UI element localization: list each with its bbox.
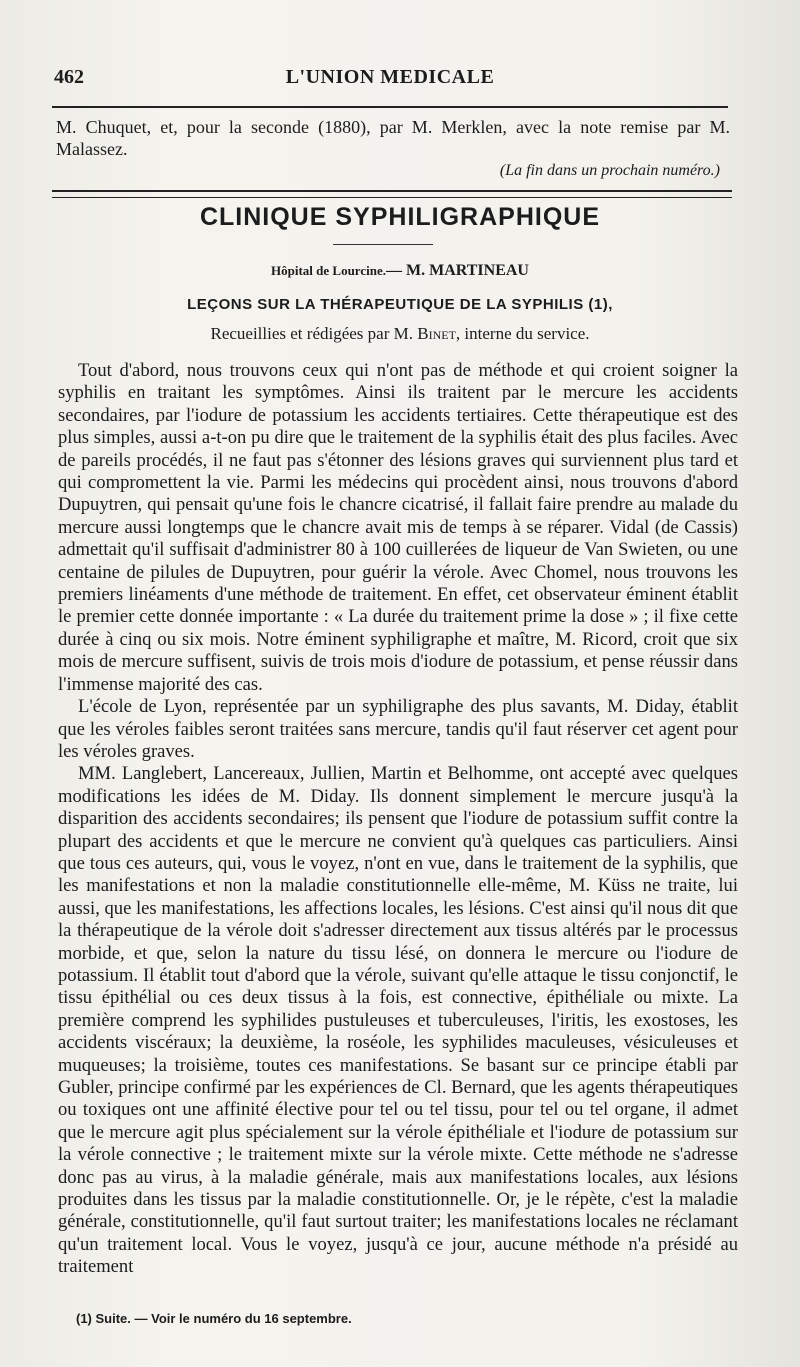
collector-name: Binet xyxy=(417,324,456,343)
lessons-title: LEÇONS SUR LA THÉRAPEUTIQUE DE LA SYPHILIS (1), xyxy=(187,296,613,313)
collected-suffix: , interne du service. xyxy=(455,324,590,343)
header-rule xyxy=(52,106,728,108)
footnote: (1) Suite. — Voir le numéro du 16 septembre. xyxy=(76,1311,352,1326)
collected-by-line xyxy=(0,324,800,344)
hospital-line xyxy=(0,262,800,280)
page-number: 462 xyxy=(54,66,84,88)
article-body xyxy=(58,360,738,1279)
journal-title: L'UNION MEDICALE xyxy=(285,66,495,88)
paragraph: Tout d'abord, nous trouvons ceux qui n'ont pas de méthode et qui croient soigner la syphilis en traitant les symptômes. Ainsi ils traitent par le mercure les accidents secondaires, par l'iodure de potassium les accidents tertiaires. Cette thérapeutique est des plus simples, aussi a-t-on pu dire que le traitement de la syphilis était des plus faciles. Avec de pareils procédés, il ne faut pas s'étonner des lésions graves qui surviennent plus tard et qui compromettent la vie. Parmi les médecins qui procèdent ainsi, nous trouvons d'abord Dupuytren, qui pensait qu'une fois le chancre cicatrisé, il fallait faire prendre au malade du mercure aussi longtemps que le chancre avait mis de temps à se réparer. Vidal (de Cassis) admettait qu'il suffisait d'administrer 80 à 100 cuillerées de liqueur de Van Swieten, ou une centaine de pilules de Dupuytren, pour guérir la vérole. Avec Chomel, nous trouvons les premiers linéaments d'une méthode de traitement. En effet, cet observateur éminent établit le premier cette donnée importante : « La durée du traitement prime la dose » ; il fixe cette durée à cinq ou six mois. Notre éminent syphiligraphe et maître, M. Ricord, croit que six mois de mercure suffisent, suivis de trois mois d'iodure de potassium, et pense réussir dans l'immense majorité des cas. xyxy=(58,360,738,695)
page-header xyxy=(52,66,728,96)
section-divider xyxy=(52,190,732,198)
previous-article-paragraph: M. Chuquet, et, pour la seconde (1880), par M. Merklen, avec la note remise par M. Malassez. xyxy=(56,117,730,159)
professor-name: — M. MARTINEAU xyxy=(385,262,529,279)
title-underline xyxy=(333,244,433,245)
continued-note: (La fin dans un prochain numéro.) xyxy=(499,162,720,179)
previous-article-text xyxy=(56,116,730,160)
collected-prefix: Recueillies et rédigées par M. xyxy=(210,324,418,343)
paragraph: MM. Langlebert, Lancereaux, Jullien, Martin et Belhomme, ont accepté avec quelques modifications les idées de M. Diday. Ils donnent simplement le mercure jusqu'à la disparition des accidents secondaires; ils pensent que l'iodure de potassium suffit contre la plupart des accidents et que le mercure ne convient qu'à quelques cas particuliers. Ainsi que tous ces auteurs, qui, vous le voyez, n'ont en vue, dans le traitement de la syphilis, que les manifestations et non la maladie constitutionnelle elle-même, M. Küss ne traite, lui aussi, que les manifestations, les affections locales, les lésions. C'est ainsi qu'il nous dit que la thérapeutique de la vérole doit s'adresser directement aux tissus altérés par le processus morbide, et que, selon la nature du tissu lésé, on donnera le mercure ou l'iodure de potassium. Il établit tout d'abord que la vérole, suivant qu'elle attaque le tissu conjonctif, le tissu épithélial ou ces deux tissus à la fois, est connective, épithéliale ou mixte. La première comprend les syphilides pustuleuses et tuberculeuses, l'iritis, les exostoses, les accidents viscéraux; la deuxième, la roséole, les syphilides maculeuses, vésiculeuses et muqueuses; la troisième, toutes ces manifestations. Se basant sur ce principe établi par Gubler, principe confirmé par les expériences de Cl. Bernard, que les agents thérapeutiques ou toxiques ont une affinité élective pour tel ou tel tissu, pour tel ou tel organe, il admet que le mercure agit plus spécialement sur la vérole épithéliale et l'iodure de potassium sur la vérole connective ; le traitement mixte sur la vérole mixte. Cette méthode ne s'adresse donc pas au virus, à la maladie générale, mais aux manifestations locales, aux lésions produites dans les tissus par la maladie constitutionnelle. Or, je le répète, c'est la maladie générale, constitutionnelle, qu'il faut surtout traiter; les manifestations locales ne réclamant qu'un traitement local. Vous le voyez, jusqu'à ce jour, aucune méthode n'a présidé au traitement xyxy=(58,763,738,1278)
section-title: CLINIQUE SYPHILIGRAPHIQUE xyxy=(199,203,601,231)
hospital-name: Hôpital de Lourcine. xyxy=(271,263,386,278)
paragraph: L'école de Lyon, représentée par un syphiligraphe des plus savants, M. Diday, établit que les véroles faibles seront traitées sans mercure, tandis qu'il faut réserver cet agent pour les véroles graves. xyxy=(58,696,738,762)
